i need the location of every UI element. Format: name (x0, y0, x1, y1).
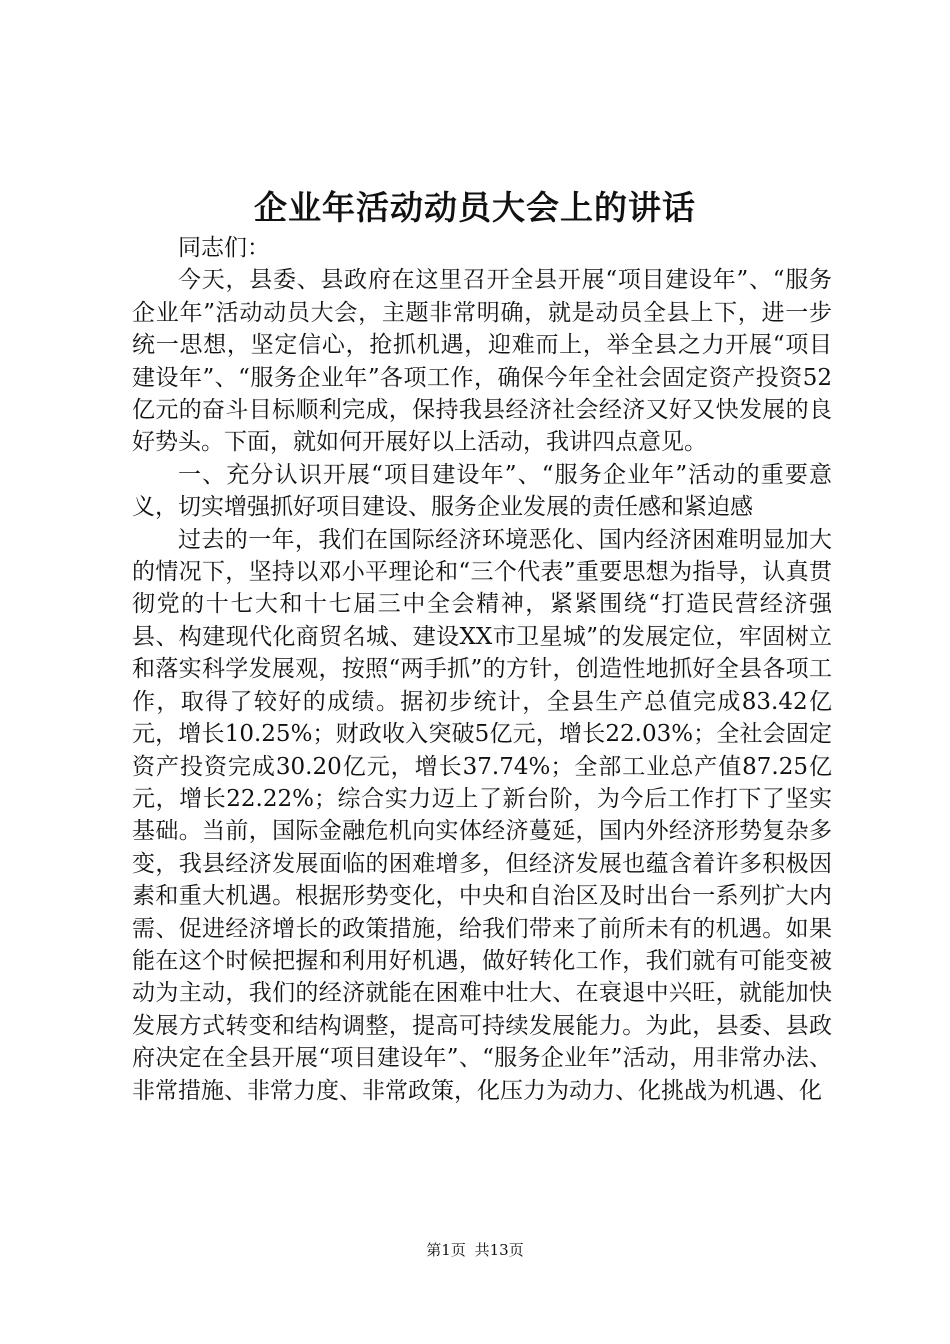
page-total: 共13页 (474, 1241, 524, 1259)
salutation-paragraph: 同志们： (178, 235, 270, 261)
document-body (132, 232, 832, 1107)
intro-paragraph: 今天，县委、县政府在这里召开全县开展“项目建设年”、“服务企业年”活动动员大会，主题非常明确，就是动员全县上下，进一步统一思想，坚定信心，抢抓机遇，迎难而上，举全县之力开展“项目建设年”、“服务企业年”各项工作，确保今年全社会固定资产投资52亿元的奋斗目标顺利完成，保持我县经济社会经济又好又快发展的良好势头。下面，就如何开展好以上活动，我讲四点意见。 (132, 267, 832, 456)
page-footer (0, 1240, 950, 1260)
document-title: 企业年活动动员大会上的讲话 (254, 188, 696, 227)
page-number: 第1页 (426, 1241, 466, 1259)
section-heading-paragraph: 一、充分认识开展“项目建设年”、“服务企业年”活动的重要意义，切实增强抓好项目建设、服务企业发展的责任感和紧迫感 (132, 461, 832, 521)
body-paragraph: 过去的一年，我们在国际经济环境恶化、国内经济困难明显加大的情况下，坚持以邓小平理论和“三个代表”重要思想为指导，认真贯彻党的十七大和十七届三中全会精神，紧紧围绕“打造民营经济强县、构建现代化商贸名城、建设XX市卫星城”的发展定位，牢固树立和落实科学发展观，按照“两手抓”的方针，创造性地抓好全县各项工作，取得了较好的成绩。据初步统计，全县生产总值完成83.42亿元，增长10.25%；财政收入突破5亿元，增长22.03%；全社会固定资产投资完成30.20亿元，增长37.74%；全部工业总产值87.25亿元，增长22.22%；综合实力迈上了新台阶，为今后工作打下了坚实基础。当前，国际金融危机向实体经济蔓延，国内外经济形势复杂多变，我县经济发展面临的困难增多，但经济发展也蕴含着许多积极因素和重大机遇。根据形势变化，中央和自治区及时出台一系列扩大内需、促进经济增长的政策措施，给我们带来了前所未有的机遇。如果能在这个时候把握和利用好机遇，做好转化工作，我们就有可能变被动为主动，我们的经济就能在困难中壮大、在衰退中兴旺，就能加快发展方式转变和结构调整，提高可持续发展能力。为此，县委、县政府决定在全县开展“项目建设年”、“服务企业年”活动，用非常办法、非常措施、非常力度、非常政策，化压力为动力、化挑战为机遇、化 (132, 526, 832, 1104)
